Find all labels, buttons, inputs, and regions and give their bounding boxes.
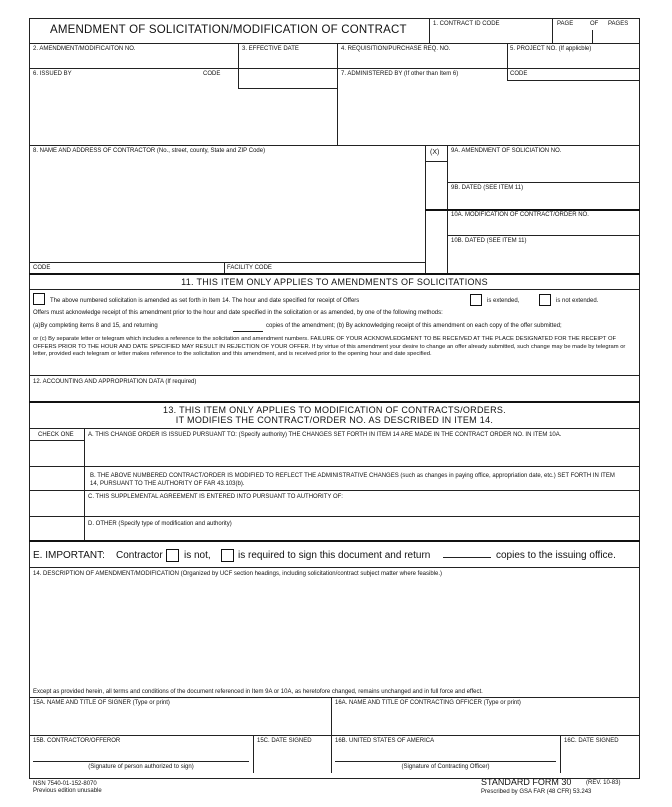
issued-by-code-label: CODE [203, 71, 221, 77]
contract-id-code-label: 1. CONTRACT ID CODE [433, 21, 500, 27]
is-required-checkbox[interactable] [221, 549, 234, 562]
dated-10b-label: 10B. DATED (SEE ITEM 11) [451, 238, 527, 244]
requisition-no-label: 4. REQUISITION/PURCHASE REQ. NO. [341, 46, 451, 52]
dated-9b-label: 9B. DATED (SEE ITEM 11) [451, 185, 524, 191]
issued-by-field[interactable] [31, 80, 335, 143]
is-required-label: is required to sign this document and return [238, 550, 431, 561]
copies-to-issuing-office: copies to the issuing office. [496, 550, 616, 561]
acknowledgment-paragraph: or (c) By separate letter or telegram which includes a reference to the solicitation and amendment numbers. FAILURE OF YOUR ACKNOWLEDGMENT TO BE RECEIVED AT THE PLACE DESIGNATED FOR THE RECEIPT OF OFFERS PRIOR TO THE HOUR AND DATE SPECIFIED MAY RESULT IN REJECTION OF YOUR OFFER. If by virtue of this amendment your desire to change an offer already submitted, such change may be made by telegram or letter, provided each telegram or letter makes reference to the solicitation and this amendment, and is received prior to the opening hour and date specified. [33, 336, 626, 357]
nsn-number: NSN 7540-01-152-8070 [33, 781, 97, 787]
effective-date-field[interactable] [240, 54, 335, 66]
previous-edition-text: Previous edition unusable [33, 788, 102, 794]
dated-9b-field[interactable] [449, 194, 638, 207]
effective-date-label: 3. EFFECTIVE DATE [242, 46, 299, 52]
is-not-checkbox[interactable] [166, 549, 179, 562]
pages-label: PAGES [608, 21, 629, 27]
issued-by-label: 6. ISSUED BY [33, 71, 72, 77]
is-not-extended-checkbox[interactable] [539, 294, 551, 306]
project-no-label: 5. PROJECT NO. (If applicble) [510, 46, 592, 52]
solicitation-amended-text: The above numbered solicitation is amended as set forth in Item 14. The hour and date specified for receipt of Offers [50, 298, 360, 304]
checkbox-d[interactable] [31, 518, 82, 538]
officer-name-field[interactable] [333, 709, 638, 733]
is-not-label: is not, [184, 550, 211, 561]
except-as-provided-text: Except as provided herein, all terms and conditions of the document referenced in Item 9A or 10A, as heretofore changed, remains unchanged and in full force and effect. [33, 689, 483, 695]
checkbox-b[interactable] [31, 468, 82, 488]
requisition-no-field[interactable] [339, 54, 505, 66]
of-label: OF [590, 21, 599, 27]
prescribed-by-text: Prescribed by GSA FAR (48 CFR) 53.243 [481, 789, 592, 795]
option-a-text: A. THIS CHANGE ORDER IS ISSUED PURSUANT TO: (Specify authority) THE CHANGES SET FORTH IN ITEM 14 ARE MADE IN THE CONTRACT ORDER NO. IN ITEM 10A. [88, 432, 562, 438]
x-label: (X) [430, 149, 440, 156]
amendment-no-field[interactable] [31, 54, 236, 66]
contractor-signature-field[interactable] [31, 746, 251, 760]
checkbox-10a[interactable] [428, 213, 444, 229]
important-label: E. IMPORTANT: [33, 550, 105, 561]
is-not-extended-label: is not extended. [556, 298, 599, 304]
administered-by-label: 7. ADMINISTERED BY (If other than Item 6) [341, 71, 459, 77]
option-d-text: D. OTHER (Specify type of modification and authority) [88, 521, 232, 527]
amended-checkbox[interactable] [33, 293, 45, 305]
page-label: PAGE [557, 21, 574, 27]
contractor-code-label: CODE [33, 265, 51, 271]
accounting-data-field[interactable] [31, 387, 638, 399]
officer-signature-caption: (Signature of Contracting Officer) [401, 764, 490, 770]
solicitation-no-label: 9A. AMENDMENT OF SOLICIATION NO. [451, 148, 562, 154]
option-b-text: B. THE ABOVE NUMBERED CONTRACT/ORDER IS MODIFIED TO REFLECT THE ADMINISTRATIVE CHANGES (such as changes in paying office, appropriation date, etc.) SET FORTH IN ITEM 14, PURSUANT TO THE AUTHORITY OF FAR 43.103(b). [90, 473, 615, 487]
signer-name-field[interactable] [31, 709, 329, 733]
section-11-heading: 11. THIS ITEM ONLY APPLIES TO AMENDMENTS OF SOLICITATIONS [181, 277, 488, 287]
checkbox-c[interactable] [31, 492, 82, 514]
signer-name-label: 15A. NAME AND TITLE OF SIGNER (Type or print) [33, 700, 170, 706]
contractor-name-address-label: 8. NAME AND ADDRESS OF CONTRACTOR (No., street, county, State and ZIP Code) [33, 148, 266, 154]
checkbox-9a[interactable] [428, 164, 444, 180]
date-signed-15c-field[interactable] [255, 746, 329, 771]
is-extended-label: is extended, [487, 298, 520, 304]
check-one-label: CHECK ONE [38, 432, 74, 438]
method-b-text: copies of the amendment; (b) By acknowledging receipt of this amendment on each copy of the offer submitted; [266, 323, 562, 329]
description-label: 14. DESCRIPTION OF AMENDMENT/MODIFICATION (Organized by UCF section headings, including solicitation/contract subject matter where feasible.) [33, 571, 443, 577]
person-signature-caption: (Signature of person authorized to sign) [88, 764, 194, 770]
modification-no-label: 10A. MODIFICATION OF CONTRACT/ORDER NO. [451, 212, 589, 218]
method-a-text: (a)By completing items 8 and 15, and returning [33, 323, 158, 329]
checkbox-a[interactable] [31, 442, 82, 464]
form-title: AMENDMENT OF SOLICITATION/MODIFICATION OF CONTRACT [50, 24, 407, 36]
contractor-offeror-label: 15B. CONTRACTOR/OFFEROR [33, 738, 121, 744]
date-signed-16c-label: 16C. DATE SIGNED [564, 738, 619, 744]
acknowledge-methods-text: Offers must acknowledge receipt of this amendment prior to the hour and date specified in the solicitation or as amended, by one of the following methods: [33, 310, 443, 316]
date-signed-16c-field[interactable] [562, 746, 638, 771]
pages-field[interactable] [594, 29, 638, 42]
standard-form-label: STANDARD FORM 30 [481, 777, 572, 787]
option-c-text: C. THIS SUPPLEMENTAL AGREEMENT IS ENTERED INTO PURSUANT TO AUTHORITY OF: [88, 494, 343, 500]
contract-id-code-field[interactable] [431, 29, 550, 42]
description-field[interactable] [31, 580, 638, 684]
project-no-field[interactable] [509, 54, 638, 66]
dated-10b-field[interactable] [449, 247, 638, 271]
accounting-data-label: 12. ACCOUNTING AND APPROPRIATION DATA (If required) [33, 379, 197, 385]
modification-no-field[interactable] [449, 221, 638, 233]
page-field[interactable] [554, 29, 590, 42]
administered-by-code-label: CODE [510, 71, 528, 77]
amendment-no-label: 2. AMENDMENT/MODIFICAITON NO. [33, 46, 136, 52]
facility-code-label: FACILITY CODE [227, 265, 272, 271]
date-signed-15c-label: 15C. DATE SIGNED [257, 738, 312, 744]
officer-name-label: 16A. NAME AND TITLE OF CONTRACTING OFFICER (Type or print) [335, 700, 521, 706]
officer-signature-field[interactable] [333, 746, 558, 760]
united-states-label: 16B. UNITED STATES OF AMERICA [335, 738, 435, 744]
revision-label: (REV. 10-83) [586, 780, 621, 786]
solicitation-no-field[interactable] [449, 157, 638, 180]
contractor-label: Contractor [116, 550, 163, 561]
administered-by-field[interactable] [339, 82, 638, 143]
copies-count-blank[interactable] [443, 557, 491, 558]
is-extended-checkbox[interactable] [470, 294, 482, 306]
contractor-address-field[interactable] [31, 157, 423, 261]
section-13-heading-2: IT MODIFIES THE CONTRACT/ORDER NO. AS DESCRIBED IN ITEM 14. [175, 415, 494, 425]
copies-blank[interactable] [233, 331, 263, 332]
section-13-heading-1: 13. THIS ITEM ONLY APPLIES TO MODIFICATION OF CONTRACTS/ORDERS. [163, 405, 506, 415]
